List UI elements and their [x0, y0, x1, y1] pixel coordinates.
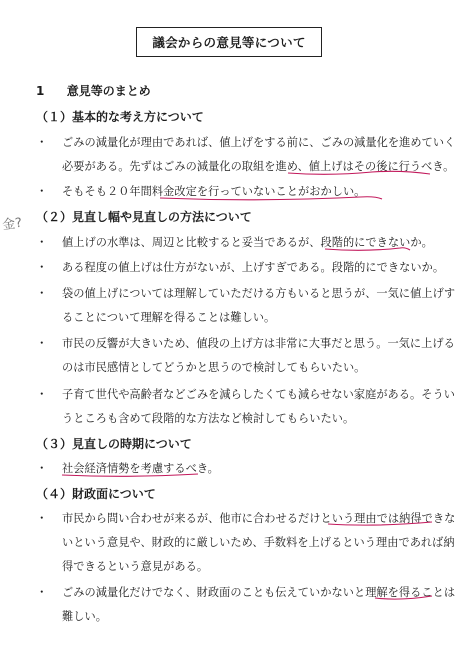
text-line: ごみの減量化が理由であれば、値上げをする前に、ごみの減量化を進めていく: [62, 136, 456, 149]
text-line: 市民から問い合わせが来るが、他市に合わせるだけという理由では納得できな: [62, 512, 456, 525]
subsection-4-heading: （４）財政面について: [36, 487, 156, 501]
text-line: いという意見や、財政的に厳しいため、手数料を上げるという理由であれば納: [62, 536, 455, 549]
text-line: 袋の値上げについては理解していただける方もいると思うが、一気に値上げす: [62, 287, 456, 300]
margin-handwritten-note: 金?: [1, 215, 24, 234]
bullet-mark: ・: [36, 184, 48, 198]
bullet-mark: ・: [36, 585, 48, 599]
text-line: うところも含めて段階的な方法など検討してもらいたい。: [62, 412, 355, 425]
section-number: 1: [36, 84, 45, 98]
bullet-mark: ・: [36, 235, 48, 249]
text-line: 必要がある。先ずはごみの減量化の取組を進め、値上げはその後に行うべき。: [62, 160, 455, 173]
text-line: そもそも２０年間料金改定を行っていないことがおかしい。: [62, 185, 366, 198]
bullet-mark: ・: [36, 260, 48, 274]
bullet-mark: ・: [36, 135, 48, 149]
text-line: 市民の反響が大きいため、値段の上げ方は非常に大事だと思う。一気に上げる: [62, 337, 455, 350]
section-title: 意見等のまとめ: [66, 84, 151, 98]
text-line: ごみの減量化だけでなく、財政面のことも伝えていかないと理解を得ることは: [62, 586, 456, 599]
bullet-mark: ・: [36, 336, 48, 350]
text-line: 難しい。: [62, 610, 107, 623]
section-1-heading: [36, 82, 151, 99]
bullet-mark: ・: [36, 387, 48, 401]
subsection-2-heading: （２）見直し幅や見直しの方法について: [36, 210, 252, 224]
text-line: ある程度の値上げは仕方がないが、上げすぎである。段階的にできないか。: [62, 261, 445, 274]
text-line: 得できるという意見がある。: [62, 560, 209, 573]
text-line: ることについて理解を得ることは難しい。: [62, 311, 276, 324]
bullet-mark: ・: [36, 511, 48, 525]
text-line: 社会経済情勢を考慮するべき。: [62, 462, 219, 475]
text-line: 子育て世代や高齢者などごみを減らしたくても減らせない家庭がある。そうい: [62, 388, 455, 401]
subsection-3-heading: （３）見直しの時期について: [36, 437, 192, 451]
bullet-mark: ・: [36, 461, 48, 475]
text-line: のは市民感情としてどうかと思うので検討してもらいたい。: [62, 361, 366, 374]
page-title: 議会からの意見等について: [136, 27, 322, 57]
subsection-1-heading: （１）基本的な考え方について: [36, 110, 204, 124]
bullet-mark: ・: [36, 286, 48, 300]
text-line: 値上げの水準は、周辺と比較すると妥当であるが、段階的にできないか。: [62, 236, 433, 249]
